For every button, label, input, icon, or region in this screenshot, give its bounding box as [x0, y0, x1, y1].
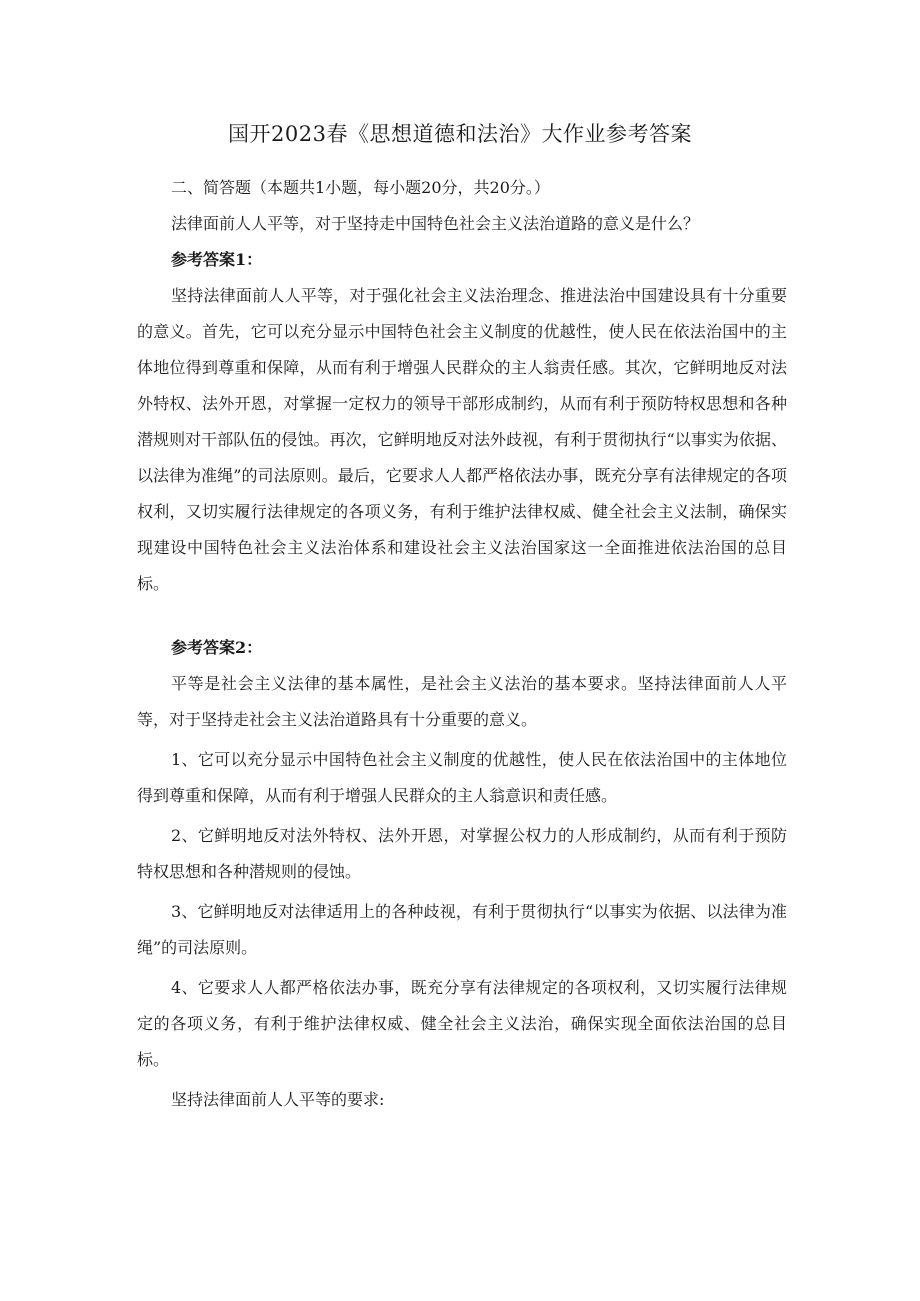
answer2-point-3: 3、它鲜明地反对法律适用上的各种歧视，有利于贯彻执行“以事实为依据、以法律为准绳”的司法原则。	[137, 902, 787, 957]
answer2-point-2: 2、它鲜明地反对法外特权、法外开恩，对掌握公权力的人形成制约，从而有利于预防特权思想和各种潜规则的侵蚀。	[137, 826, 787, 881]
answer2-intro: 平等是社会主义法律的基本属性，是社会主义法治的基本要求。坚持法律面前人人平等，对于坚持走社会主义法治道路具有十分重要的意义。	[137, 674, 787, 729]
answer2-point-1: 1、它可以充分显示中国特色社会主义制度的优越性，使人民在依法治国中的主体地位得到尊重和保障，从而有利于增强人民群众的主人翁意识和责任感。	[137, 750, 787, 805]
section-heading: 二、简答题（本题共1小题，每小题20分，共20分。）	[171, 178, 550, 197]
answer2-closing: 坚持法律面前人人平等的要求:	[171, 1090, 385, 1109]
document-body	[137, 170, 787, 1118]
document-title: 国开2023春《思想道德和法治》大作业参考答案	[228, 122, 692, 146]
answer1-heading: 参考答案1：	[171, 250, 263, 269]
question-text: 法律面前人人平等，对于坚持走中国特色社会主义法治道路的意义是什么？	[171, 214, 700, 233]
answer2-heading: 参考答案2：	[171, 638, 263, 657]
answer1-paragraph: 坚持法律面前人人平等，对于强化社会主义法治理念、推进法治中国建设具有十分重要的意义。首先，它可以充分显示中国特色社会主义制度的优越性，使人民在依法治国中的主体地位得到尊重和保障，从而有利于增强人民群众的主人翁责任感。其次，它鲜明地反对法外特权、法外开恩，对掌握一定权力的领导干部形成制约，从而有利于预防特权思想和各种潜规则对干部队伍的侵蚀。再次，它鲜明地反对法外歧视，有利于贯彻执行“以事实为依据、以法律为准绳”的司法原则。最后，它要求人人都严格依法办事，既充分享有法律规定的各项权利，又切实履行法律规定的各项义务，有利于维护法律权威、健全社会主义法制，确保实现建设中国特色社会主义法治体系和建设社会主义法治国家这一全面推进依法治国的总目标。	[137, 286, 787, 593]
answer2-point-4: 4、它要求人人都严格依法办事，既充分享有法律规定的各项权利，又切实履行法律规定的各项义务，有利于维护法律权威、健全社会主义法治，确保实现全面依法治国的总目标。	[137, 978, 787, 1069]
section-spacer	[137, 602, 787, 630]
